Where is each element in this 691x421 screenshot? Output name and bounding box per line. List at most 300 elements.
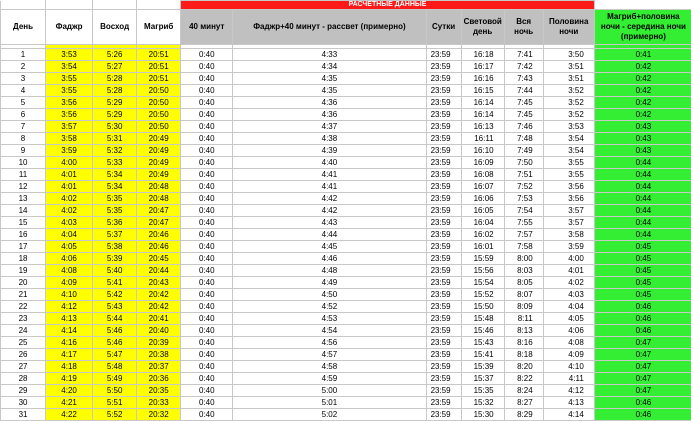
min40-cell[interactable]: 0:40 (181, 157, 233, 169)
night-cell[interactable]: 7:51 (504, 169, 543, 181)
day-cell[interactable]: 25 (1, 337, 46, 349)
header-half-night[interactable]: Половина ночи (543, 10, 594, 45)
daylight-cell[interactable]: 16:08 (461, 169, 504, 181)
day24-cell[interactable]: 23:59 (426, 109, 461, 121)
daylight-cell[interactable]: 16:17 (461, 61, 504, 73)
fajr40-cell[interactable]: 4:57 (233, 349, 426, 361)
min40-cell[interactable]: 0:40 (181, 289, 233, 301)
midnight-cell[interactable]: 0:46 (594, 301, 691, 313)
midnight-cell[interactable]: 0:42 (594, 73, 691, 85)
night-cell[interactable]: 8:13 (504, 325, 543, 337)
day-cell[interactable]: 13 (1, 193, 46, 205)
fajr-cell[interactable]: 3:59 (46, 145, 93, 157)
daylight-cell[interactable]: 16:15 (461, 85, 504, 97)
daylight-cell[interactable]: 16:18 (461, 49, 504, 61)
min40-cell[interactable]: 0:40 (181, 229, 233, 241)
sunrise-cell[interactable]: 5:44 (93, 313, 137, 325)
min40-cell[interactable]: 0:40 (181, 277, 233, 289)
fajr-cell[interactable]: 4:06 (46, 253, 93, 265)
fajr40-cell[interactable]: 4:42 (233, 205, 426, 217)
day-cell[interactable]: 19 (1, 265, 46, 277)
header-fajr[interactable]: Фаджр (46, 10, 93, 45)
night-cell[interactable]: 8:24 (504, 385, 543, 397)
fajr-cell[interactable]: 3:56 (46, 97, 93, 109)
halfnight-cell[interactable]: 3:58 (543, 229, 594, 241)
halfnight-cell[interactable]: 3:50 (543, 49, 594, 61)
night-cell[interactable]: 8:03 (504, 265, 543, 277)
midnight-cell[interactable]: 0:44 (594, 157, 691, 169)
maghrib-cell[interactable]: 20:49 (137, 157, 181, 169)
midnight-cell[interactable]: 0:45 (594, 289, 691, 301)
header-daylight[interactable]: Световой день (461, 10, 504, 45)
fajr40-cell[interactable]: 4:45 (233, 241, 426, 253)
midnight-cell[interactable]: 0:44 (594, 169, 691, 181)
maghrib-cell[interactable]: 20:51 (137, 73, 181, 85)
halfnight-cell[interactable]: 4:06 (543, 325, 594, 337)
halfnight-cell[interactable]: 3:52 (543, 109, 594, 121)
min40-cell[interactable]: 0:40 (181, 409, 233, 421)
sunrise-cell[interactable]: 5:34 (93, 181, 137, 193)
daylight-cell[interactable]: 15:39 (461, 361, 504, 373)
fajr40-cell[interactable]: 4:46 (233, 253, 426, 265)
sunrise-cell[interactable]: 5:28 (93, 85, 137, 97)
fajr-cell[interactable]: 4:12 (46, 301, 93, 313)
midnight-cell[interactable]: 0:42 (594, 61, 691, 73)
night-cell[interactable]: 8:09 (504, 301, 543, 313)
min40-cell[interactable]: 0:40 (181, 313, 233, 325)
sunrise-cell[interactable]: 5:38 (93, 241, 137, 253)
maghrib-cell[interactable]: 20:38 (137, 349, 181, 361)
night-cell[interactable]: 7:49 (504, 145, 543, 157)
fajr40-cell[interactable]: 4:48 (233, 265, 426, 277)
halfnight-cell[interactable]: 3:55 (543, 169, 594, 181)
min40-cell[interactable]: 0:40 (181, 217, 233, 229)
maghrib-cell[interactable]: 20:46 (137, 229, 181, 241)
min40-cell[interactable]: 0:40 (181, 169, 233, 181)
daylight-cell[interactable]: 15:46 (461, 325, 504, 337)
min40-cell[interactable]: 0:40 (181, 109, 233, 121)
day-cell[interactable]: 6 (1, 109, 46, 121)
min40-cell[interactable]: 0:40 (181, 73, 233, 85)
fajr-cell[interactable]: 4:01 (46, 169, 93, 181)
header-40-minutes[interactable]: 40 минут (181, 10, 233, 45)
daylight-cell[interactable]: 15:48 (461, 313, 504, 325)
maghrib-cell[interactable]: 20:36 (137, 373, 181, 385)
midnight-cell[interactable]: 0:42 (594, 97, 691, 109)
fajr-cell[interactable]: 4:02 (46, 205, 93, 217)
header-day[interactable]: День (1, 10, 46, 45)
day-cell[interactable]: 30 (1, 397, 46, 409)
header-sunrise[interactable]: Восход (93, 10, 137, 45)
night-cell[interactable]: 8:29 (504, 409, 543, 421)
fajr-cell[interactable]: 3:57 (46, 121, 93, 133)
halfnight-cell[interactable]: 3:51 (543, 73, 594, 85)
midnight-cell[interactable]: 0:46 (594, 397, 691, 409)
min40-cell[interactable]: 0:40 (181, 361, 233, 373)
fajr-cell[interactable]: 4:20 (46, 385, 93, 397)
daylight-cell[interactable]: 16:13 (461, 121, 504, 133)
fajr40-cell[interactable]: 4:40 (233, 157, 426, 169)
midnight-cell[interactable]: 0:45 (594, 277, 691, 289)
maghrib-cell[interactable]: 20:47 (137, 217, 181, 229)
halfnight-cell[interactable]: 4:04 (543, 301, 594, 313)
fajr40-cell[interactable]: 4:50 (233, 289, 426, 301)
night-cell[interactable]: 8:00 (504, 253, 543, 265)
night-cell[interactable]: 8:05 (504, 277, 543, 289)
day-cell[interactable]: 2 (1, 61, 46, 73)
maghrib-cell[interactable]: 20:51 (137, 49, 181, 61)
fajr40-cell[interactable]: 5:02 (233, 409, 426, 421)
night-cell[interactable]: 8:22 (504, 373, 543, 385)
day24-cell[interactable]: 23:59 (426, 145, 461, 157)
day24-cell[interactable]: 23:59 (426, 205, 461, 217)
min40-cell[interactable]: 0:40 (181, 97, 233, 109)
night-cell[interactable]: 7:44 (504, 85, 543, 97)
min40-cell[interactable]: 0:40 (181, 181, 233, 193)
night-cell[interactable]: 8:18 (504, 349, 543, 361)
day24-cell[interactable]: 23:59 (426, 277, 461, 289)
sunrise-cell[interactable]: 5:36 (93, 217, 137, 229)
night-cell[interactable]: 7:58 (504, 241, 543, 253)
fajr40-cell[interactable]: 4:52 (233, 301, 426, 313)
min40-cell[interactable]: 0:40 (181, 193, 233, 205)
sunrise-cell[interactable]: 5:35 (93, 205, 137, 217)
daylight-cell[interactable]: 15:37 (461, 373, 504, 385)
night-cell[interactable]: 8:27 (504, 397, 543, 409)
night-cell[interactable]: 7:45 (504, 97, 543, 109)
day-cell[interactable]: 18 (1, 253, 46, 265)
halfnight-cell[interactable]: 3:53 (543, 121, 594, 133)
maghrib-cell[interactable]: 20:51 (137, 61, 181, 73)
midnight-cell[interactable]: 0:46 (594, 313, 691, 325)
sunrise-cell[interactable]: 5:37 (93, 229, 137, 241)
night-cell[interactable]: 7:54 (504, 205, 543, 217)
min40-cell[interactable]: 0:40 (181, 325, 233, 337)
day24-cell[interactable]: 23:59 (426, 397, 461, 409)
midnight-cell[interactable]: 0:46 (594, 409, 691, 421)
night-cell[interactable]: 7:52 (504, 181, 543, 193)
fajr-cell[interactable]: 3:58 (46, 133, 93, 145)
daylight-cell[interactable]: 16:14 (461, 97, 504, 109)
day24-cell[interactable]: 23:59 (426, 169, 461, 181)
day24-cell[interactable]: 23:59 (426, 301, 461, 313)
fajr40-cell[interactable]: 4:37 (233, 121, 426, 133)
midnight-cell[interactable]: 0:42 (594, 85, 691, 97)
daylight-cell[interactable]: 15:43 (461, 337, 504, 349)
calculated-data-banner[interactable]: РАСЧЕТНЫЕ ДАННЫЕ (181, 1, 595, 10)
daylight-cell[interactable]: 15:50 (461, 301, 504, 313)
sunrise-cell[interactable]: 5:47 (93, 349, 137, 361)
sunrise-cell[interactable]: 5:50 (93, 385, 137, 397)
day24-cell[interactable]: 23:59 (426, 85, 461, 97)
fajr40-cell[interactable]: 4:42 (233, 193, 426, 205)
fajr-cell[interactable]: 4:02 (46, 193, 93, 205)
midnight-cell[interactable]: 0:44 (594, 205, 691, 217)
night-cell[interactable]: 8:16 (504, 337, 543, 349)
night-cell[interactable]: 7:46 (504, 121, 543, 133)
night-cell[interactable]: 7:43 (504, 73, 543, 85)
fajr40-cell[interactable]: 5:01 (233, 397, 426, 409)
min40-cell[interactable]: 0:40 (181, 349, 233, 361)
day24-cell[interactable]: 23:59 (426, 313, 461, 325)
daylight-cell[interactable]: 16:01 (461, 241, 504, 253)
day24-cell[interactable]: 23:59 (426, 49, 461, 61)
halfnight-cell[interactable]: 4:05 (543, 313, 594, 325)
day24-cell[interactable]: 23:59 (426, 325, 461, 337)
maghrib-cell[interactable]: 20:47 (137, 205, 181, 217)
midnight-cell[interactable]: 0:43 (594, 133, 691, 145)
halfnight-cell[interactable]: 3:52 (543, 85, 594, 97)
halfnight-cell[interactable]: 3:59 (543, 241, 594, 253)
min40-cell[interactable]: 0:40 (181, 301, 233, 313)
sunrise-cell[interactable]: 5:51 (93, 397, 137, 409)
night-cell[interactable]: 7:41 (504, 49, 543, 61)
min40-cell[interactable]: 0:40 (181, 145, 233, 157)
midnight-cell[interactable]: 0:46 (594, 325, 691, 337)
sunrise-cell[interactable]: 5:30 (93, 121, 137, 133)
header-maghrib[interactable]: Магриб (137, 10, 181, 45)
sunrise-cell[interactable]: 5:43 (93, 301, 137, 313)
daylight-cell[interactable]: 16:16 (461, 73, 504, 85)
day-cell[interactable]: 11 (1, 169, 46, 181)
daylight-cell[interactable]: 15:56 (461, 265, 504, 277)
day24-cell[interactable]: 23:59 (426, 349, 461, 361)
day24-cell[interactable]: 23:59 (426, 121, 461, 133)
day-cell[interactable]: 31 (1, 409, 46, 421)
midnight-cell[interactable]: 0:44 (594, 217, 691, 229)
maghrib-cell[interactable]: 20:42 (137, 301, 181, 313)
day24-cell[interactable]: 23:59 (426, 241, 461, 253)
day-cell[interactable]: 10 (1, 157, 46, 169)
fajr-cell[interactable]: 4:19 (46, 373, 93, 385)
fajr-cell[interactable]: 4:00 (46, 157, 93, 169)
maghrib-cell[interactable]: 20:50 (137, 97, 181, 109)
sunrise-cell[interactable]: 5:29 (93, 109, 137, 121)
min40-cell[interactable]: 0:40 (181, 85, 233, 97)
day24-cell[interactable]: 23:59 (426, 289, 461, 301)
sunrise-cell[interactable]: 5:27 (93, 61, 137, 73)
fajr40-cell[interactable]: 4:33 (233, 49, 426, 61)
day24-cell[interactable]: 23:59 (426, 73, 461, 85)
day-cell[interactable]: 20 (1, 277, 46, 289)
halfnight-cell[interactable]: 4:08 (543, 337, 594, 349)
day24-cell[interactable]: 23:59 (426, 133, 461, 145)
halfnight-cell[interactable]: 4:10 (543, 361, 594, 373)
maghrib-cell[interactable]: 20:49 (137, 145, 181, 157)
sunrise-cell[interactable]: 5:52 (93, 409, 137, 421)
night-cell[interactable]: 7:53 (504, 193, 543, 205)
min40-cell[interactable]: 0:40 (181, 61, 233, 73)
maghrib-cell[interactable]: 20:43 (137, 277, 181, 289)
fajr40-cell[interactable]: 4:44 (233, 229, 426, 241)
fajr-cell[interactable]: 3:55 (46, 85, 93, 97)
min40-cell[interactable]: 0:40 (181, 397, 233, 409)
halfnight-cell[interactable]: 3:54 (543, 145, 594, 157)
fajr-cell[interactable]: 4:01 (46, 181, 93, 193)
midnight-cell[interactable]: 0:45 (594, 253, 691, 265)
fajr-cell[interactable]: 4:03 (46, 217, 93, 229)
fajr-cell[interactable]: 3:56 (46, 109, 93, 121)
midnight-cell[interactable]: 0:47 (594, 385, 691, 397)
sunrise-cell[interactable]: 5:42 (93, 289, 137, 301)
fajr40-cell[interactable]: 4:41 (233, 181, 426, 193)
fajr-cell[interactable]: 4:08 (46, 265, 93, 277)
halfnight-cell[interactable]: 4:13 (543, 397, 594, 409)
fajr-cell[interactable]: 4:04 (46, 229, 93, 241)
sunrise-cell[interactable]: 5:28 (93, 73, 137, 85)
day-cell[interactable]: 27 (1, 361, 46, 373)
day-cell[interactable]: 1 (1, 49, 46, 61)
day24-cell[interactable]: 23:59 (426, 385, 461, 397)
sunrise-cell[interactable]: 5:32 (93, 145, 137, 157)
daylight-cell[interactable]: 16:05 (461, 205, 504, 217)
halfnight-cell[interactable]: 3:55 (543, 157, 594, 169)
fajr-cell[interactable]: 4:16 (46, 337, 93, 349)
min40-cell[interactable]: 0:40 (181, 133, 233, 145)
header-day-length[interactable]: Сутки (426, 10, 461, 45)
day-cell[interactable]: 28 (1, 373, 46, 385)
midnight-cell[interactable]: 0:41 (594, 49, 691, 61)
sunrise-cell[interactable]: 5:34 (93, 169, 137, 181)
day-cell[interactable]: 24 (1, 325, 46, 337)
maghrib-cell[interactable]: 20:35 (137, 385, 181, 397)
fajr-cell[interactable]: 4:13 (46, 313, 93, 325)
sunrise-cell[interactable]: 5:46 (93, 337, 137, 349)
halfnight-cell[interactable]: 4:14 (543, 409, 594, 421)
sunrise-cell[interactable]: 5:39 (93, 253, 137, 265)
sunrise-cell[interactable]: 5:40 (93, 265, 137, 277)
fajr40-cell[interactable]: 4:35 (233, 85, 426, 97)
halfnight-cell[interactable]: 4:03 (543, 289, 594, 301)
day-cell[interactable]: 12 (1, 181, 46, 193)
day24-cell[interactable]: 23:59 (426, 193, 461, 205)
fajr40-cell[interactable]: 4:43 (233, 217, 426, 229)
maghrib-cell[interactable]: 20:44 (137, 265, 181, 277)
fajr-cell[interactable]: 4:22 (46, 409, 93, 421)
daylight-cell[interactable]: 16:14 (461, 109, 504, 121)
maghrib-cell[interactable]: 20:40 (137, 325, 181, 337)
day24-cell[interactable]: 23:59 (426, 61, 461, 73)
maghrib-cell[interactable]: 20:50 (137, 109, 181, 121)
night-cell[interactable]: 7:45 (504, 109, 543, 121)
halfnight-cell[interactable]: 3:57 (543, 217, 594, 229)
halfnight-cell[interactable]: 3:57 (543, 205, 594, 217)
fajr40-cell[interactable]: 4:38 (233, 133, 426, 145)
day24-cell[interactable]: 23:59 (426, 217, 461, 229)
night-cell[interactable]: 7:48 (504, 133, 543, 145)
day-cell[interactable]: 23 (1, 313, 46, 325)
day24-cell[interactable]: 23:59 (426, 97, 461, 109)
midnight-cell[interactable]: 0:43 (594, 121, 691, 133)
daylight-cell[interactable]: 15:30 (461, 409, 504, 421)
halfnight-cell[interactable]: 4:01 (543, 265, 594, 277)
header-whole-night[interactable]: Вся ночь (504, 10, 543, 45)
fajr-cell[interactable]: 3:55 (46, 73, 93, 85)
maghrib-cell[interactable]: 20:45 (137, 253, 181, 265)
night-cell[interactable]: 8:20 (504, 361, 543, 373)
fajr40-cell[interactable]: 4:35 (233, 73, 426, 85)
sunrise-cell[interactable]: 5:41 (93, 277, 137, 289)
maghrib-cell[interactable]: 20:46 (137, 241, 181, 253)
fajr40-cell[interactable]: 5:00 (233, 385, 426, 397)
midnight-cell[interactable]: 0:44 (594, 181, 691, 193)
night-cell[interactable]: 7:50 (504, 157, 543, 169)
sunrise-cell[interactable]: 5:35 (93, 193, 137, 205)
daylight-cell[interactable]: 15:35 (461, 385, 504, 397)
sunrise-cell[interactable]: 5:46 (93, 325, 137, 337)
midnight-cell[interactable]: 0:47 (594, 337, 691, 349)
daylight-cell[interactable]: 15:59 (461, 253, 504, 265)
day-cell[interactable]: 7 (1, 121, 46, 133)
midnight-cell[interactable]: 0:47 (594, 373, 691, 385)
fajr-cell[interactable]: 4:21 (46, 397, 93, 409)
fajr40-cell[interactable]: 4:36 (233, 109, 426, 121)
min40-cell[interactable]: 0:40 (181, 373, 233, 385)
min40-cell[interactable]: 0:40 (181, 121, 233, 133)
halfnight-cell[interactable]: 3:56 (543, 181, 594, 193)
fajr-cell[interactable]: 3:54 (46, 61, 93, 73)
day-cell[interactable]: 16 (1, 229, 46, 241)
halfnight-cell[interactable]: 3:51 (543, 61, 594, 73)
min40-cell[interactable]: 0:40 (181, 241, 233, 253)
fajr-cell[interactable]: 4:05 (46, 241, 93, 253)
fajr40-cell[interactable]: 4:56 (233, 337, 426, 349)
day24-cell[interactable]: 23:59 (426, 361, 461, 373)
day-cell[interactable]: 9 (1, 145, 46, 157)
sunrise-cell[interactable]: 5:29 (93, 97, 137, 109)
fajr40-cell[interactable]: 4:41 (233, 169, 426, 181)
day-cell[interactable]: 4 (1, 85, 46, 97)
daylight-cell[interactable]: 16:04 (461, 217, 504, 229)
day24-cell[interactable]: 23:59 (426, 157, 461, 169)
sunrise-cell[interactable]: 5:48 (93, 361, 137, 373)
day24-cell[interactable]: 23:59 (426, 337, 461, 349)
day-cell[interactable]: 3 (1, 73, 46, 85)
fajr-cell[interactable]: 4:14 (46, 325, 93, 337)
daylight-cell[interactable]: 16:06 (461, 193, 504, 205)
daylight-cell[interactable]: 16:10 (461, 145, 504, 157)
day24-cell[interactable]: 23:59 (426, 253, 461, 265)
fajr-cell[interactable]: 4:09 (46, 277, 93, 289)
fajr-cell[interactable]: 4:18 (46, 361, 93, 373)
maghrib-cell[interactable]: 20:48 (137, 193, 181, 205)
min40-cell[interactable]: 0:40 (181, 253, 233, 265)
halfnight-cell[interactable]: 4:00 (543, 253, 594, 265)
fajr40-cell[interactable]: 4:36 (233, 97, 426, 109)
maghrib-cell[interactable]: 20:50 (137, 85, 181, 97)
fajr40-cell[interactable]: 4:39 (233, 145, 426, 157)
night-cell[interactable]: 8:07 (504, 289, 543, 301)
maghrib-cell[interactable]: 20:49 (137, 169, 181, 181)
midnight-cell[interactable]: 0:47 (594, 349, 691, 361)
daylight-cell[interactable]: 16:09 (461, 157, 504, 169)
fajr40-cell[interactable]: 4:54 (233, 325, 426, 337)
day24-cell[interactable]: 23:59 (426, 265, 461, 277)
midnight-cell[interactable]: 0:47 (594, 361, 691, 373)
min40-cell[interactable]: 0:40 (181, 205, 233, 217)
day-cell[interactable]: 29 (1, 385, 46, 397)
midnight-cell[interactable]: 0:45 (594, 265, 691, 277)
day-cell[interactable]: 15 (1, 217, 46, 229)
sunrise-cell[interactable]: 5:49 (93, 373, 137, 385)
day24-cell[interactable]: 23:59 (426, 181, 461, 193)
halfnight-cell[interactable]: 4:09 (543, 349, 594, 361)
midnight-cell[interactable]: 0:45 (594, 241, 691, 253)
maghrib-cell[interactable]: 20:49 (137, 133, 181, 145)
daylight-cell[interactable]: 15:32 (461, 397, 504, 409)
fajr40-cell[interactable]: 4:34 (233, 61, 426, 73)
fajr-cell[interactable]: 4:10 (46, 289, 93, 301)
